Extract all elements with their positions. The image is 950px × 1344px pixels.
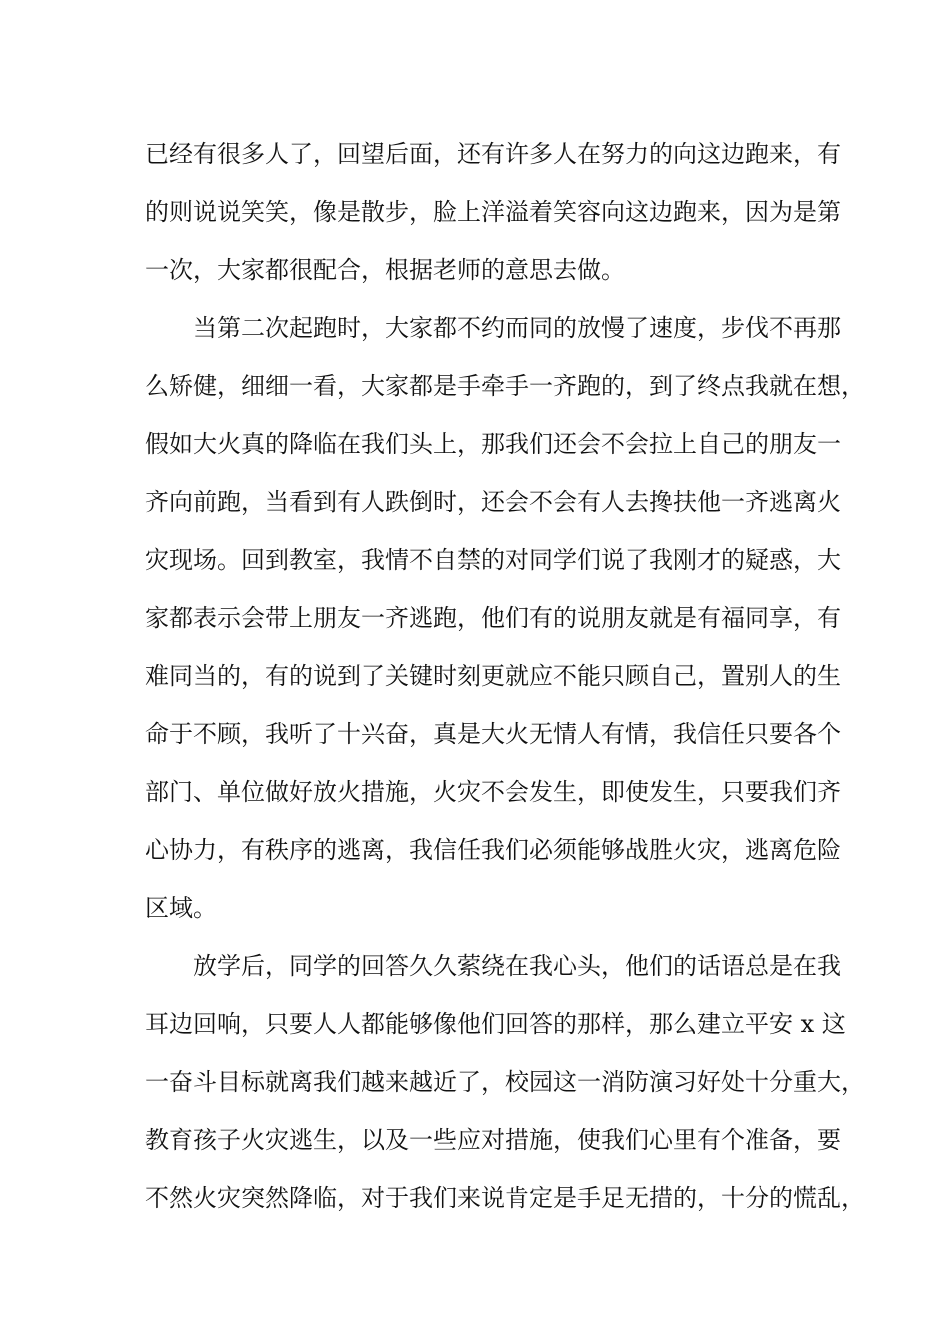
text-line: 么矫健，细细一看，大家都是手牵手一齐跑的，到了终点我就在想，	[145, 372, 865, 400]
text-line: 耳边回响，只要人人都能够像他们回答的那样，那么建立平安 x 这	[145, 1010, 846, 1038]
document-body	[145, 125, 865, 1227]
text-line: 当第二次起跑时，大家都不约而同的放慢了速度，步伐不再那	[193, 314, 841, 342]
text-line: 放学后，同学的回答久久萦绕在我心头，他们的话语总是在我	[193, 952, 841, 980]
text-line: 齐向前跑，当看到有人跌倒时，还会不会有人去搀扶他一齐逃离火	[145, 488, 841, 516]
text-line: 已经有很多人了，回望后面，还有许多人在努力的向这边跑来，有	[145, 140, 841, 168]
text-line: 教育孩子火灾逃生，以及一些应对措施，使我们心里有个准备，要	[145, 1126, 841, 1154]
paragraph-1	[145, 125, 841, 299]
text-line: 一次，大家都很配合，根据老师的意思去做。	[145, 256, 625, 284]
paragraph-2	[145, 299, 865, 937]
paragraph-3	[145, 937, 865, 1227]
text-line: 心协力，有秩序的逃离，我信任我们必须能够战胜火灾，逃离危险	[145, 836, 841, 864]
text-line: 难同当的，有的说到了关键时刻更就应不能只顾自己，置别人的生	[145, 662, 841, 690]
text-line: 部门、单位做好放火措施，火灾不会发生，即使发生，只要我们齐	[145, 778, 841, 806]
text-line: 的则说说笑笑，像是散步，脸上洋溢着笑容向这边跑来，因为是第	[145, 198, 841, 226]
text-line: 灾现场。回到教室，我情不自禁的对同学们说了我刚才的疑惑，大	[145, 546, 841, 574]
text-line: 命于不顾，我听了十兴奋，真是大火无情人有情，我信任只要各个	[145, 720, 841, 748]
text-line: 家都表示会带上朋友一齐逃跑，他们有的说朋友就是有福同享，有	[145, 604, 841, 632]
text-line: 一奋斗目标就离我们越来越近了，校园这一消防演习好处十分重大，	[145, 1068, 865, 1096]
text-line: 区域。	[145, 894, 217, 922]
text-line: 假如大火真的降临在我们头上，那我们还会不会拉上自己的朋友一	[145, 430, 841, 458]
text-line: 不然火灾突然降临，对于我们来说肯定是手足无措的，十分的慌乱，	[145, 1184, 865, 1212]
